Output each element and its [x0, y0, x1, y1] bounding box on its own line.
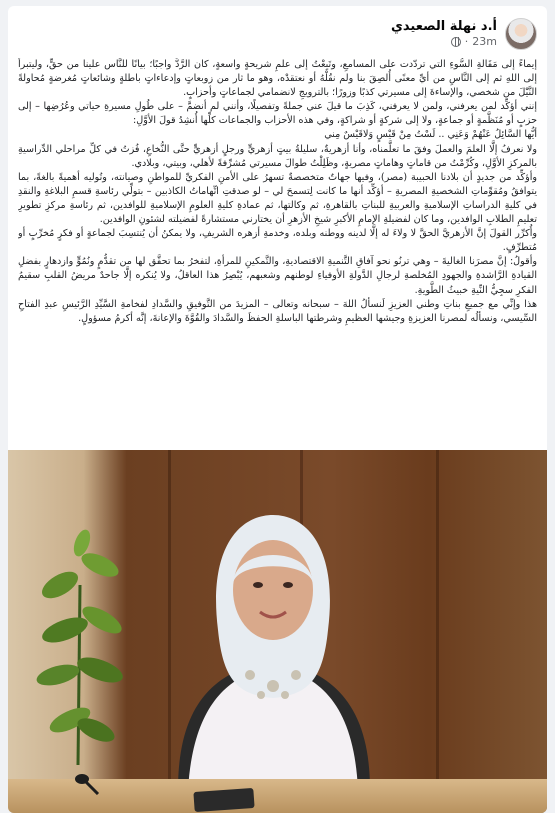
post-meta	[391, 19, 497, 49]
post-paragraph: وأقولُ: إنَّ مصرَنا الغاليةَ – وهي ترنُو نحو آفاقِ التَّنميةِ الاقتصاديةِ، والتَّمكينِ للمرأةِ، لتفخرُ بما تحقَّق لها من تقدُّمٍ ونُمُوٍّ وازدهارٍ بفضلِ القيادةِ الرَّاشدةِ والجهودِ المُخلصةِ لرجالِ الدَّولةِ الأوفياءِ لوطنهم وشعبهم، يُبْصِرُ هذا العاقلُ، ولا يُنكره إلَّا جاحدٌ مريضُ القلبِ سقيمُ الفكرِ سجِيُّ النِّيةِ خبيثُ الطَّويةِ.	[18, 256, 537, 296]
post-paragraph: إيماءً إلى مَقَالةِ السُّوءِ التي تردّدت على المسامعِ، وتَبِعْتُ إلى علمِ شريحةٍ واسعةٍ، كان الرَّدُّ واجبًا؛ بيانًا للنَّاس علينا من حقٍّ، وليتبرأَ إلى اللهِ ثم إلى النَّاسِ من أيِّ معنًى أُلصِقَ بنا ولم نقُلْهُ أو نعتقدْه، وهو ما ثار من زوبعاتٍ وإدعاءاتٍ باطلةٍ وشائعاتٍ مُغرضةٍ مُحاولةً النَّيْلَ من شخصي، والإساءةَ إلى مسيرتي كذبًا وزورًا؛ بالترويجِ لانضمامي لجماعاتٍ وأحزابٍ.	[18, 59, 537, 99]
post-paragraph: ولا نعرفُ إلَّا العلمَ والعملَ وفقَ ما تعلَّمناه، وأنا أزهريةٌ، سليلةُ بيتٍ أزهريٍّ ورجلٍ أزهريٍّ حتَّى النُّخاعِ، فُزتُ في كلِّ مراحلي الدِّراسيةِ بالمركزِ الأوَّلِ، وكُرِّمْتُ من قاماتٍ وهاماتٍ مصريةٍ، وظَلِلْتُ طوالَ مسيرتي مُشرِّفةً لأهلي، وبيتي، وبلادي.	[18, 143, 537, 169]
globe-icon[interactable]	[451, 37, 461, 47]
phone-on-desk	[193, 788, 254, 812]
post-time[interactable]: 23m	[472, 35, 497, 49]
post-subline	[391, 35, 497, 49]
facebook-post	[8, 6, 547, 813]
post-header	[18, 14, 537, 54]
author-name[interactable]: أ.د نهلة الصعيدي	[391, 19, 497, 34]
post-paragraph: إنني أؤكِّد لمن يعرفني، ولمن لا يعرفني، كَذِبَ ما قيلَ عني جملةً وتفصيلًا، وأنني لم أنضمَّ – على طُولِ مسيرةِ حياتي وعُرُضِها – إلى حزبٍ أو مُنَظَّمةٍ أو جماعةٍ، ولا إلى شركةٍ أو شراكةٍ، وفي هذه الأحزاب والجماعات كلِّها أُنشِدُ قولَ الأوَّلِ:	[18, 101, 537, 127]
post-photo[interactable]	[8, 450, 547, 813]
dot-separator: ·	[464, 35, 469, 49]
post-paragraph: هذا وإنِّي مع جميعِ بناتِ وطني العزيزِ لَنسألُ اللهَ – سبحانه وتعالى – المزيدَ من التَّوفيقِ والسَّدادِ لفخامةِ السَّيِّدِ الرَّئيسِ عبدِ الفتاحِ السِّيسي، ونسألُه لمصرنا العزيزةِ وجيشها العظيمِ وشرطتها الباسلةِ الحفظَ والسَّدادَ والقُوَّةَ والإعانةَ، إنَّه أكرمُ مسؤولٍ.	[18, 298, 537, 324]
post-paragraph: وأُكرِّر القولَ إنَّ الأزهريَّ الحقَّ لا ولاءَ له إلَّا لدينه ووطنه وبلده، وخدمةِ أزهره الشريفِ، ولا يمكنُ أن يُنتسِبَ لجماعةٍ أو فكرٍ مُخرِّبٍ أو مُتطرِّفٍ.	[18, 228, 537, 254]
post-paragraph: وأؤكِّد من جديدٍ أن بلادنا الحبيبة (مصر)، وفيها جهاتٌ متخصصةٌ تسهرُ على الأمنِ الفكريِّ للمواطنِ وصيانته، وتُوليه أهميةً بالغةً، بما يتوافقُ ومُقوِّماتِ الشخصيةِ المصريةِ – أؤكِّد أنها ما كانت لِتسمحَ لي – لو صدقتِ اتِّهاماتُ الكاذبين – بتولِّي رئاسةِ قسمِ البلاغةِ والنقدِ في كليةِ الدراساتِ الإسلاميةِ والعربيةِ للبناتِ بالقاهرةِ، ثم وكالتها، ثم عمادةِ كليةِ العلومِ الإسلاميةِ للوافدين، ثم رئاسةِ مركزِ تطويرِ تعليمِ الطلابِ الوافدين، وما كان لفضيلةِ الإمامِ الأكبرِ شيخِ الأزهرِ أن يختارني مستشارةً لفضيلته لشئونِ الوافدين.	[18, 171, 537, 226]
post-body	[18, 58, 537, 444]
author-avatar[interactable]	[505, 18, 537, 50]
microphone-icon	[72, 773, 100, 795]
woman-portrait	[108, 490, 438, 790]
post-paragraph: أيُّها السَّائِلُ عَنْهُمْ وَعَنِي .. لَسْتُ مِنْ قَيْسٍ وَلاقَيْسٌ مِني	[324, 129, 537, 141]
